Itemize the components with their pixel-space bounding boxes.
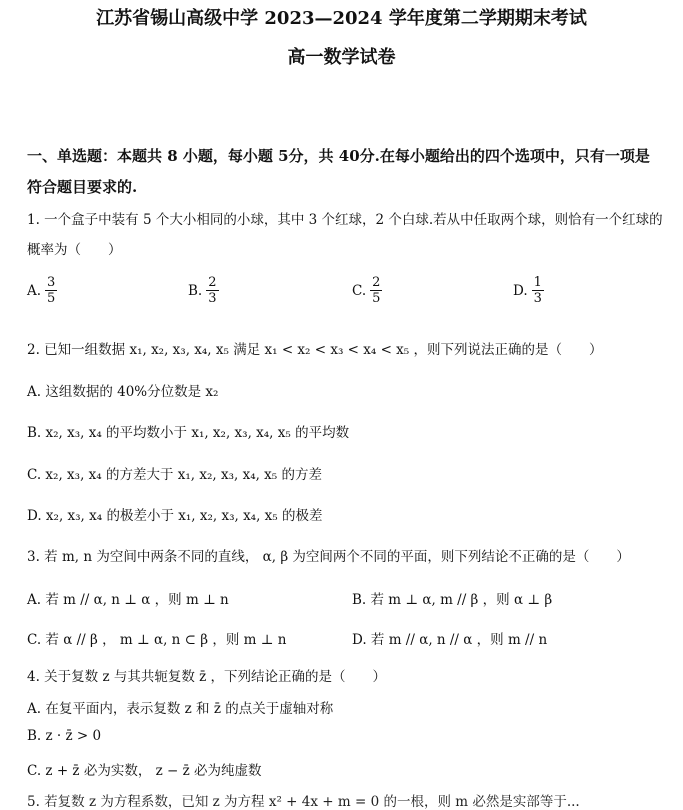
q2-option-b: B. x₂, x₃, x₄ 的平均数小于 x₁, x₂, x₃, x₄, x₅ 的平均数 [27,425,350,441]
q1-option-b-label: B. [188,282,203,299]
q3-option-a: A. 若 m // α, n ⊥ α ，则 m ⊥ n [27,592,229,608]
q1-option-a-fraction [45,275,57,306]
q2-option-d: D. x₂, x₃, x₄ 的极差小于 x₁, x₂, x₃, x₄, x₅ 的极差 [27,508,323,524]
q4-option-c: C. z + z̄ 必为实数， z − z̄ 必为纯虚数 [27,763,262,779]
q1-option-d [513,275,544,306]
q3-option-c: C. 若 α // β ， m ⊥ α, n ⊂ β ，则 m ⊥ n [27,632,287,648]
q5-stem-partial: 5. 若复数 z 为方程系数，已知 z 为方程 x² + 4x + m = 0 的一根，则 m 必然是实部等于... [27,794,580,810]
q1-option-c-denominator: 5 [372,291,381,306]
q1-option-c [352,275,382,306]
q1-option-a [27,275,57,306]
q1-option-a-numerator: 3 [47,275,56,290]
q4-option-b: B. z · z̄ > 0 [27,728,102,744]
exam-title: 江苏省锡山高级中学 2023—2024 学年度第二学期期末考试 [96,8,587,29]
q1-option-c-fraction [370,275,382,306]
q1-option-a-label: A. [27,282,42,299]
q1-option-d-fraction [532,275,544,306]
q2-option-c: C. x₂, x₃, x₄ 的方差大于 x₁, x₂, x₃, x₄, x₅ 的方差 [27,467,323,483]
q1-option-b [188,275,219,306]
section-heading-line2: 符合题目要求的. [27,178,138,196]
q3-option-b: B. 若 m ⊥ α, m // β ，则 α ⊥ β [352,592,553,608]
q3-option-d: D. 若 m // α, n // α ，则 m // n [352,632,548,648]
q1-option-c-label: C. [352,282,367,299]
q3-stem: 3. 若 m, n 为空间中两条不同的直线， α, β 为空间两个不同的平面，则下列结论不正确的是（ ） [27,549,630,565]
q2-stem: 2. 已知一组数据 x₁, x₂, x₃, x₄, x₅ 满足 x₁ < x₂ < x₃ < x₄ < x₅ ，则下列说法正确的是（ ） [27,342,603,358]
q1-option-d-numerator: 1 [533,275,542,290]
q1-stem-line1: 1. 一个盒子中装有 5 个大小相同的小球，其中 3 个红球，2 个白球.若从中任取两个球，则恰有一个红球的 [27,212,663,228]
q1-option-b-fraction [206,275,218,306]
q2-option-a: A. 这组数据的 40%分位数是 x₂ [27,384,219,400]
q1-option-a-denominator: 5 [47,291,56,306]
q4-stem: 4. 关于复数 z 与其共轭复数 z̄ ，下列结论正确的是（ ） [27,669,387,685]
q1-stem-line2: 概率为（ ） [27,242,122,258]
section-heading-line1: 一、单选题：本题共 8 小题，每小题 5分，共 40分.在每小题给出的四个选项中，只有一项是 [27,147,650,165]
q1-option-b-denominator: 3 [208,291,217,306]
q1-option-b-numerator: 2 [208,275,217,290]
q1-option-d-label: D. [513,282,528,299]
q1-option-c-numerator: 2 [372,275,381,290]
exam-subtitle: 高一数学试卷 [287,47,396,68]
q1-option-d-denominator: 3 [533,291,542,306]
q4-option-a: A. 在复平面内，表示复数 z 和 z̄ 的点关于虚轴对称 [27,701,334,717]
